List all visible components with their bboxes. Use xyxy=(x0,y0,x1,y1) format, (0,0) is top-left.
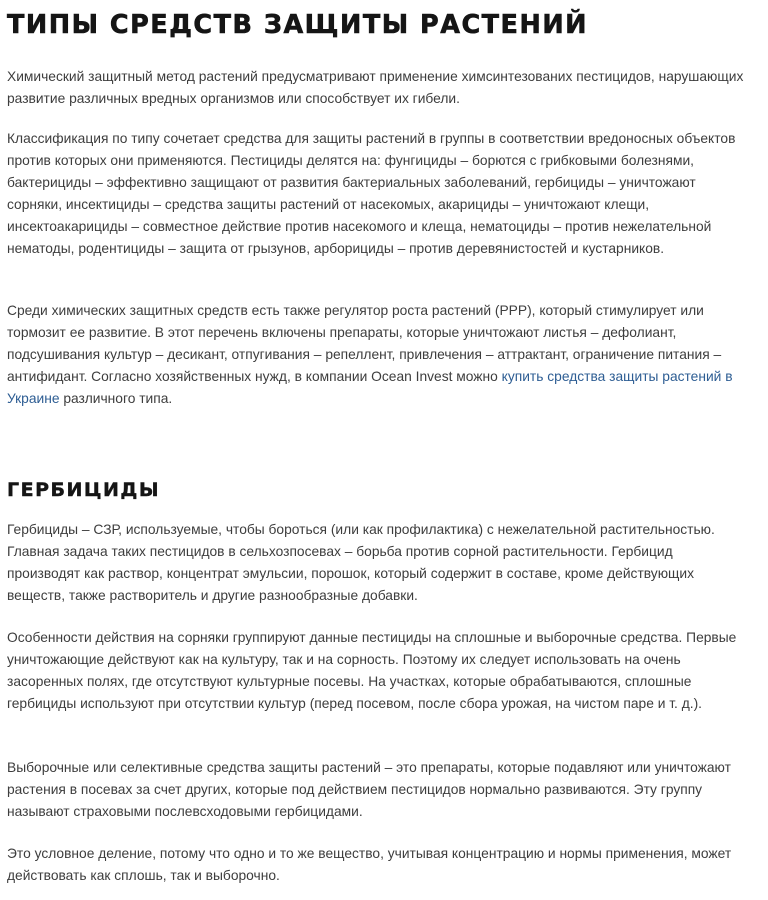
herbicides-paragraph-action: Особенности действия на сорняки группируют данные пестициды на сплошные и выборочные средства. Первые уничтожающие действуют как на культуру, так и на сорность. Поэтому их следует использовать на очень засоренных полях, где отсутствуют культурные посевы. На участках, которые обрабатываются, сплошные гербициды используют при отсутствии культур (перед посевом, после сбора урожая, на чистом паре и т. д.). xyxy=(7,630,737,711)
regulators-paragraph xyxy=(7,300,747,410)
buy-plant-protection-link[interactable]: купить средства защиты растений в Украине xyxy=(7,369,733,406)
regulators-text-before-link: Среди химических защитных средств есть также регулятор роста растений (РРР), который стимулирует или тормозит ее развитие. В этот перечень включены препараты, которые уничтожают листья – дефолиант, подсушивания культур – десикант, отпугивания – репеллент, привлечения – аттрактант, ограничение питания – антифидант. Согласно хозяйственных нужд, в компании Ocean Invest можно xyxy=(7,303,722,384)
page-title: ТИПЫ СРЕДСТВ ЗАЩИТЫ РАСТЕНИЙ xyxy=(7,10,588,40)
herbicides-paragraph-definition: Гербициды – СЗР, используемые, чтобы бороться (или как профилактика) с нежелательной растительностью. Главная задача таких пестицидов в сельхозпосевах – борьба против сорной растительности. Гербицид производят как раствор, концентрат эмульсии, порошок, который содержит в составе, кроме действующих веществ, также растворитель и другие разнообразные добавки. xyxy=(7,522,715,603)
herbicides-paragraph-selective: Выборочные или селективные средства защиты растений – это препараты, которые подавляют или уничтожают растения в посевах за счет других, которые под действием пестицидов нормально развиваются. Эту группу называют страховыми послевсходовыми гербицидами. xyxy=(7,760,731,819)
intro-paragraph: Химический защитный метод растений предусматривают применение химсинтезованих пестицидов, нарушающих развитие различных вредных организмов или способствует их гибели. xyxy=(7,69,744,106)
regulators-text-after-link: различного типа. xyxy=(59,391,173,406)
herbicides-paragraph-conditional: Это условное деление, потому что одно и то же вещество, учитывая концентрацию и нормы применения, может действовать как сплошь, так и выборочно. xyxy=(7,846,732,883)
classification-paragraph: Классификация по типу сочетает средства для защиты растений в группы в соответствии вредоносных объектов против которых они применяются. Пестициды делятся на: фунгициды – борются с грибковыми болезнями, бактерициды – эффективно защищают от развития бактериальных заболеваний, гербициды – уничтожают сорняки, инсектициды – средства защиты растений от насекомых, акарициды – уничтожают клещи, инсектоакарициды – совместное действие против насекомого и клеща, нематоциды – против нежелательной нематоды, родентициды – защита от грызунов, арборициды – против деревянистостей и кустарников. xyxy=(7,131,736,256)
herbicides-heading: ГЕРБИЦИДЫ xyxy=(7,479,161,501)
